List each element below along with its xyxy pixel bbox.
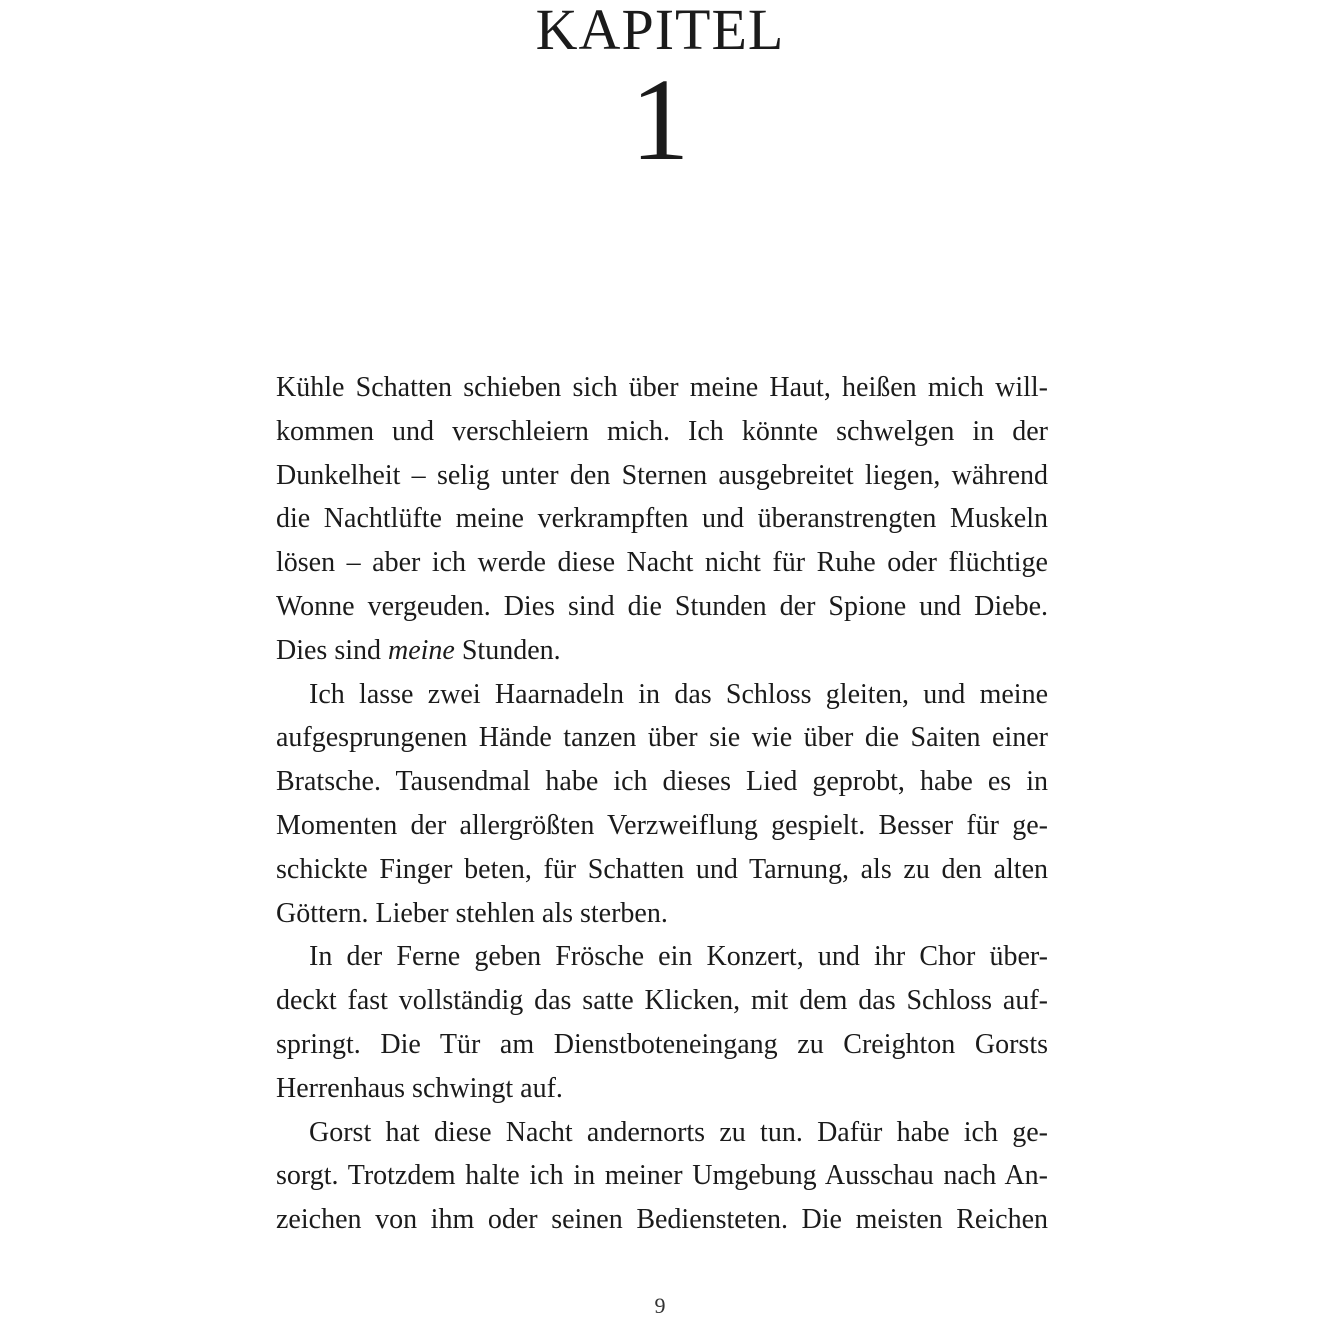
text-line: Dunkelheit – selig unter den Sternen ausgebreitet liegen, während: [276, 459, 1048, 491]
text-line: [276, 629, 1048, 673]
text-line: Göttern. Lieber stehlen als sterben.: [276, 897, 668, 929]
text-line: Momenten der allergrößten Verzweiflung gespielt. Besser für ge-: [276, 809, 1048, 841]
text-line: schickte Finger beten, für Schatten und Tarnung, als zu den alten: [276, 853, 1048, 885]
text-line: springt. Die Tür am Dienstboteneingang zu Creighton Gorsts: [276, 1028, 1048, 1060]
text-line: Kühle Schatten schieben sich über meine Haut, heißen mich will-: [276, 372, 1048, 403]
emphasis-word: meine: [388, 634, 455, 666]
text-line: Gorst hat diese Nacht andernorts zu tun. Dafür habe ich ge-: [309, 1116, 1048, 1148]
text-line: lösen – aber ich werde diese Nacht nicht für Ruhe oder flüchtige: [276, 547, 1048, 579]
text-line: Wonne vergeuden. Dies sind die Stunden der Spione und Diebe.: [276, 590, 1048, 622]
text-line: Herrenhaus schwingt auf.: [276, 1072, 563, 1104]
body-text: [276, 366, 1048, 1242]
text-line: zeichen von ihm oder seinen Bediensteten. Die meisten Reichen: [276, 1204, 1048, 1236]
text-line: Ich lasse zwei Haarnadeln in das Schloss gleiten, und meine: [309, 678, 1048, 710]
text-line: deckt fast vollständig das satte Klicken, mit dem das Schloss auf-: [276, 985, 1048, 1017]
text-line: In der Ferne geben Frösche ein Konzert, und ihr Chor über-: [309, 941, 1048, 973]
page-number: 9: [654, 1293, 666, 1318]
text-line: aufgesprungenen Hände tanzen über sie wie über die Saiten einer: [276, 722, 1048, 754]
chapter-number: 1: [630, 54, 690, 185]
text-line: die Nachtlüfte meine verkrampften und überanstrengten Muskeln: [276, 503, 1048, 535]
text-run: Stunden.: [454, 634, 561, 666]
text-line: kommen und verschleiern mich. Ich könnte schwelgen in der: [276, 415, 1048, 447]
text-line: Bratsche. Tausendmal habe ich dieses Lied geprobt, habe es in: [276, 766, 1048, 798]
chapter-label: KAPITEL: [535, 0, 785, 62]
text-line: sorgt. Trotzdem halte ich in meiner Umgebung Ausschau nach An-: [276, 1160, 1048, 1192]
text-run: Dies sind: [276, 634, 388, 666]
